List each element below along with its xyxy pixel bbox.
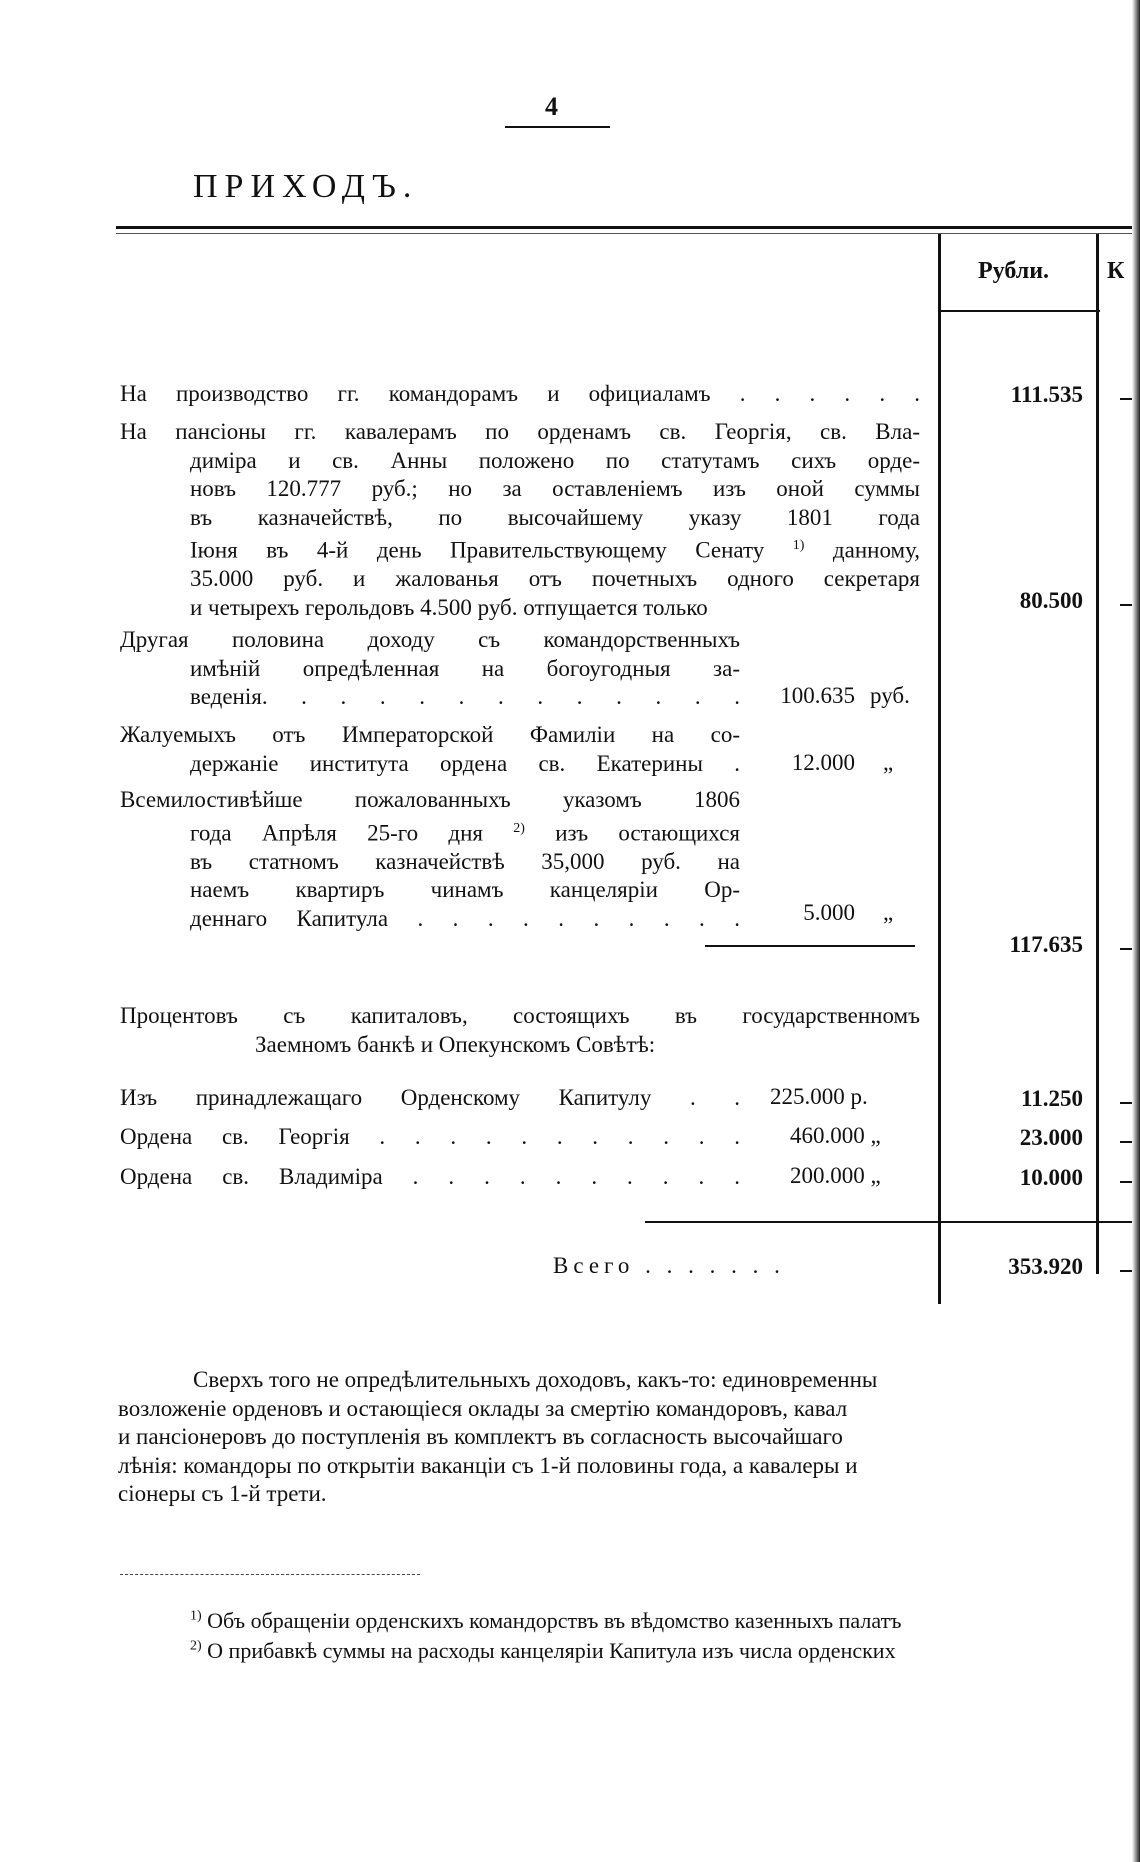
row-line: наемъ квартиръ чинамъ канцеляріи Ор- [190,877,740,903]
row-line: и четырехъ герольдовъ 4.500 руб. отпущается только [190,594,708,620]
row-line: диміра и св. Анны положено по статутамъ сихъ орде- [190,447,920,473]
total-label: Всего . . . . . . . [553,1253,785,1278]
row-line: На пансіоны гг. кавалерамъ по орденамъ св. Георгія, св. Вла- [120,419,920,444]
row-paragraph [120,626,740,712]
capital-amount: 200.000 „ [790,1163,881,1188]
row-text: Изъ принадлежащаго Орденскому Капитулу . . [120,1085,740,1110]
capital-amount: 225.000 р. [770,1084,868,1109]
row-line: веденія. . . . . . . . . . . . . [190,684,740,709]
interest-heading-line: Заемномъ банкѣ и Опекунскомъ Совѣтѣ: [255,1032,656,1057]
footnote [190,1608,902,1634]
row-paragraph [120,418,920,622]
row-line: въ статномъ казначействѣ 35,000 руб. на [190,848,740,874]
footnote-ref: 1) [792,538,805,553]
sub-unit: „ [883,900,894,925]
row-line: имѣній опредѣленная на богоугодныя за- [190,655,740,681]
table-top-rule [116,226,1140,229]
row-line: Всемилостивѣйше пожалованныхъ указомъ 1806 [120,787,740,812]
page-number: 4 [545,92,558,121]
kopecks-column-left-rule [1096,234,1099,1274]
row-line: въ казначействѣ, по высочайшему указу 1801 года [190,504,920,530]
row-line [120,815,740,848]
row-text: На производство гг. командорамъ и официаламъ . . . . . . [120,381,920,406]
sub-amount: 100.635 [780,683,855,708]
note-line: и пансіонеровъ до поступленія въ комплектъ въ согласность высочайшаго [118,1424,843,1449]
row-line: новъ 120.777 руб.; но за оставленіемъ изъ оной суммы [190,476,920,501]
note-line: Сверхъ того не опредѣлительныхъ доходовъ, какъ-то: единовременны [193,1367,878,1392]
footnote-ref: 2) [513,820,525,836]
sub-unit: руб. [870,683,910,708]
sub-amount: 12.000 [791,750,855,775]
note-line: возложеніе орденовъ и остающіеся оклады за смертію командоровъ, кавал [118,1395,848,1421]
page-edge-shadow [1132,0,1140,1862]
row-line: Другая половина доходу съ командорственныхъ [120,627,740,652]
footnote-text: О прибавкѣ суммы на расходы канцеляріи Капитула изъ числа орденских [207,1638,896,1663]
sub-unit: „ [883,750,894,775]
row-text: Ордена св. Георгія . . . . . . . . . . . [120,1124,740,1149]
row-amount: 111.535 [1010,382,1083,407]
row-line-text: данному, [832,537,921,563]
column-header-rule [940,310,1100,312]
row-line: деннаго Капитула . . . . . . . . . . [190,905,740,931]
footnote-mark: 1) [190,1608,202,1624]
row-text: Ордена св. Владиміра . . . . . . . . . . [120,1164,740,1189]
row-line: Жалуемыхъ отъ Императорской Фамиліи на со- [120,722,740,747]
page-heading: ПРИХОДЪ. [193,168,419,205]
footnote-text: Объ обращеніи орденскихъ командорствъ въ вѣдомство казенныхъ палатъ [207,1608,902,1633]
subtotal-rule [705,945,915,947]
total-rule [645,1221,1140,1223]
column-header-kopecks: К [1107,258,1125,284]
row-amount: 23.000 [1019,1125,1083,1150]
row-paragraph [120,786,740,933]
footnote-mark: 2) [190,1638,202,1654]
total-amount: 353.920 [1008,1254,1083,1279]
row-amount: 80.500 [1019,588,1083,613]
footnote [190,1638,896,1664]
note-line: лѣнія: командоры по открытіи ваканціи съ 1-й половины года, а кавалеры и [118,1452,858,1478]
row-line-text: изъ остающихся [555,820,740,846]
row-line-text: Іюня въ 4-й день Правительствующему Сенату [190,537,765,563]
capital-amount: 460.000 „ [790,1123,881,1148]
row-amount: 11.250 [1021,1086,1083,1111]
interest-heading-line: Процентовъ съ капиталовъ, состоящихъ въ государственномъ [120,1003,920,1028]
sub-amount: 5.000 [803,900,855,925]
table-top-rule-thin [116,233,1140,234]
row-line-text: года Апрѣля 25-го дня [190,820,483,846]
note-paragraph [118,1366,1140,1509]
column-header-rubles: Рубли. [978,258,1050,284]
page-number-rule [505,126,610,128]
row-line: держаніе института ордена св. Екатерины . [190,750,740,776]
footnote-separator [120,1574,420,1575]
row-line: 35.000 руб. и жалованья отъ почетныхъ одного секретаря [190,566,920,592]
note-line: сіонеры съ 1-й трети. [118,1481,327,1506]
row-amount: 10.000 [1019,1165,1083,1190]
row-line [120,532,920,565]
row-paragraph [120,721,740,778]
subtotal-amount: 117.635 [1009,932,1083,957]
